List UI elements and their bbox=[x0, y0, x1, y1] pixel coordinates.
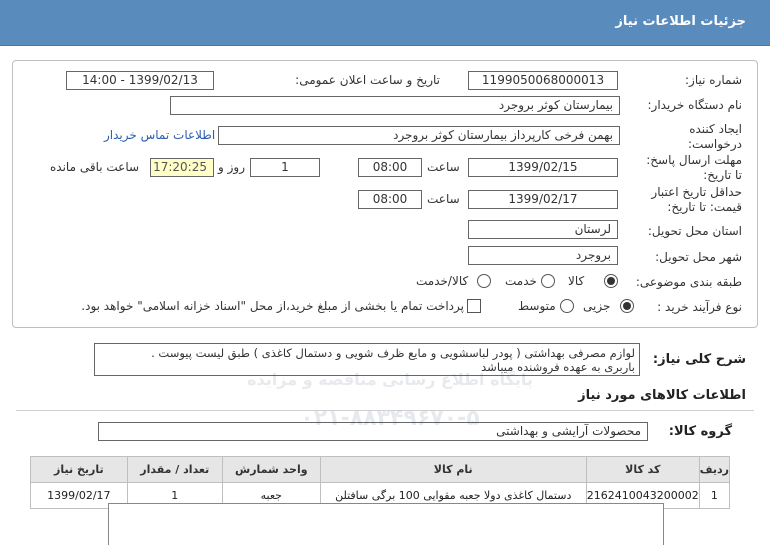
buyer-label: نام دستگاه خریدار: bbox=[647, 98, 742, 112]
validity-time-label: ساعت bbox=[427, 192, 460, 206]
days-label: روز و bbox=[218, 160, 245, 174]
category-radio-service[interactable] bbox=[541, 274, 555, 288]
send-deadline-label-1: مهلت ارسال پاسخ: bbox=[646, 153, 742, 167]
watermark-line-1: پایگاه اطلاع رسانی مناقصه و مزایده bbox=[247, 370, 533, 389]
category-radio-goods[interactable] bbox=[604, 274, 618, 288]
process-radio-minor[interactable] bbox=[620, 299, 634, 313]
process-label: نوع فرآیند خرید : bbox=[657, 300, 742, 314]
validity-label-1: حداقل تاریخ اعتبار bbox=[651, 185, 742, 199]
send-deadline-label-2: تا تاریخ: bbox=[703, 168, 742, 182]
description-label: شرح کلی نیاز: bbox=[652, 352, 746, 367]
remaining-time-field: 17:20:25 bbox=[150, 158, 214, 177]
send-time-label: ساعت bbox=[427, 160, 460, 174]
watermark-line-2: ۰۲۱-۸۸۳۴۹۶۷۰-۵ bbox=[300, 406, 480, 431]
city-field[interactable]: بروجرد bbox=[468, 246, 618, 265]
days-field[interactable]: 1 bbox=[250, 158, 320, 177]
page-title: جزئیات اطلاعات نیاز bbox=[615, 14, 746, 29]
city-label: شهر محل تحویل: bbox=[655, 250, 742, 264]
need-number-label: شماره نیاز: bbox=[685, 73, 742, 87]
remaining-label: ساعت باقی مانده bbox=[50, 160, 140, 174]
col-code-header: کد کالا bbox=[586, 457, 699, 483]
validity-time-field[interactable]: 08:00 bbox=[358, 190, 422, 209]
goods-info-title: اطلاعات کالاهای مورد نیاز bbox=[578, 388, 746, 403]
goods-group-field[interactable]: محصولات آرایشی و بهداشتی bbox=[98, 422, 648, 441]
process-option-medium: متوسط bbox=[518, 299, 556, 313]
province-label: استان محل تحویل: bbox=[647, 224, 742, 238]
contact-info-link[interactable]: اطلاعات تماس خریدار bbox=[104, 128, 216, 142]
category-radio-goods-service[interactable] bbox=[477, 274, 491, 288]
process-radio-medium[interactable] bbox=[560, 299, 574, 313]
cell-row: 1 bbox=[699, 483, 729, 509]
treasury-payment-checkbox[interactable] bbox=[467, 299, 481, 313]
description-box bbox=[94, 343, 640, 376]
col-name-header: نام کالا bbox=[320, 457, 586, 483]
province-field[interactable]: لرستان bbox=[468, 220, 618, 239]
cell-name: دستمال کاغذی دولا جعبه مقوایی 100 برگی سافتلن bbox=[320, 483, 586, 509]
process-option-minor: جزیی bbox=[583, 299, 611, 313]
description-line-2: باربری به عهده فروشنده میباشد bbox=[481, 360, 635, 374]
buyer-field[interactable]: بیمارستان کوثر بروجرد bbox=[170, 96, 620, 115]
description-line-1: لوازم مصرفی بهداشتی ( پودر لباسشویی و مایع ظرف شویی و دستمال کاغذی ) طبق لیست پیوست . bbox=[151, 346, 635, 360]
cell-unit: جعبه bbox=[222, 483, 320, 509]
creator-label-2: درخواست: bbox=[688, 137, 742, 151]
send-time-field[interactable]: 08:00 bbox=[358, 158, 422, 177]
send-date-field[interactable]: 1399/02/15 bbox=[468, 158, 618, 177]
announce-label: تاریخ و ساعت اعلان عمومی: bbox=[295, 73, 440, 87]
creator-field[interactable]: بهمن فرخی کارپرداز بیمارستان کوثر بروجرد bbox=[218, 126, 620, 145]
announce-field[interactable]: 1399/02/13 - 14:00 bbox=[66, 71, 214, 90]
col-unit-header: واحد شمارش bbox=[222, 457, 320, 483]
divider bbox=[16, 410, 754, 411]
cell-date: 1399/02/17 bbox=[31, 483, 128, 509]
attachments-box bbox=[108, 503, 664, 545]
goods-group-label: گروه کالا: bbox=[668, 424, 732, 439]
cell-qty: 1 bbox=[127, 483, 222, 509]
need-number-field[interactable]: 1199050068000013 bbox=[468, 71, 618, 90]
col-qty-header: تعداد / مقدار bbox=[127, 457, 222, 483]
validity-date-field[interactable]: 1399/02/17 bbox=[468, 190, 618, 209]
cell-code: 2162410043200002 bbox=[586, 483, 699, 509]
category-option-service: خدمت bbox=[505, 274, 537, 288]
treasury-payment-note: پرداخت تمام یا بخشی از مبلغ خرید،از محل "اسناد خزانه اسلامی" خواهد بود. bbox=[81, 299, 464, 313]
category-option-goods: کالا bbox=[568, 274, 585, 288]
creator-label-1: ایجاد کننده bbox=[689, 122, 742, 136]
table-header-row bbox=[31, 457, 730, 483]
validity-label-2: قیمت: تا تاریخ: bbox=[667, 200, 742, 214]
col-date-header: تاریخ نیاز bbox=[31, 457, 128, 483]
col-row-header: ردیف bbox=[699, 457, 729, 483]
goods-table bbox=[30, 456, 730, 509]
category-label: طبقه بندی موضوعی: bbox=[635, 275, 742, 289]
category-option-goods-service: کالا/خدمت bbox=[416, 274, 469, 288]
